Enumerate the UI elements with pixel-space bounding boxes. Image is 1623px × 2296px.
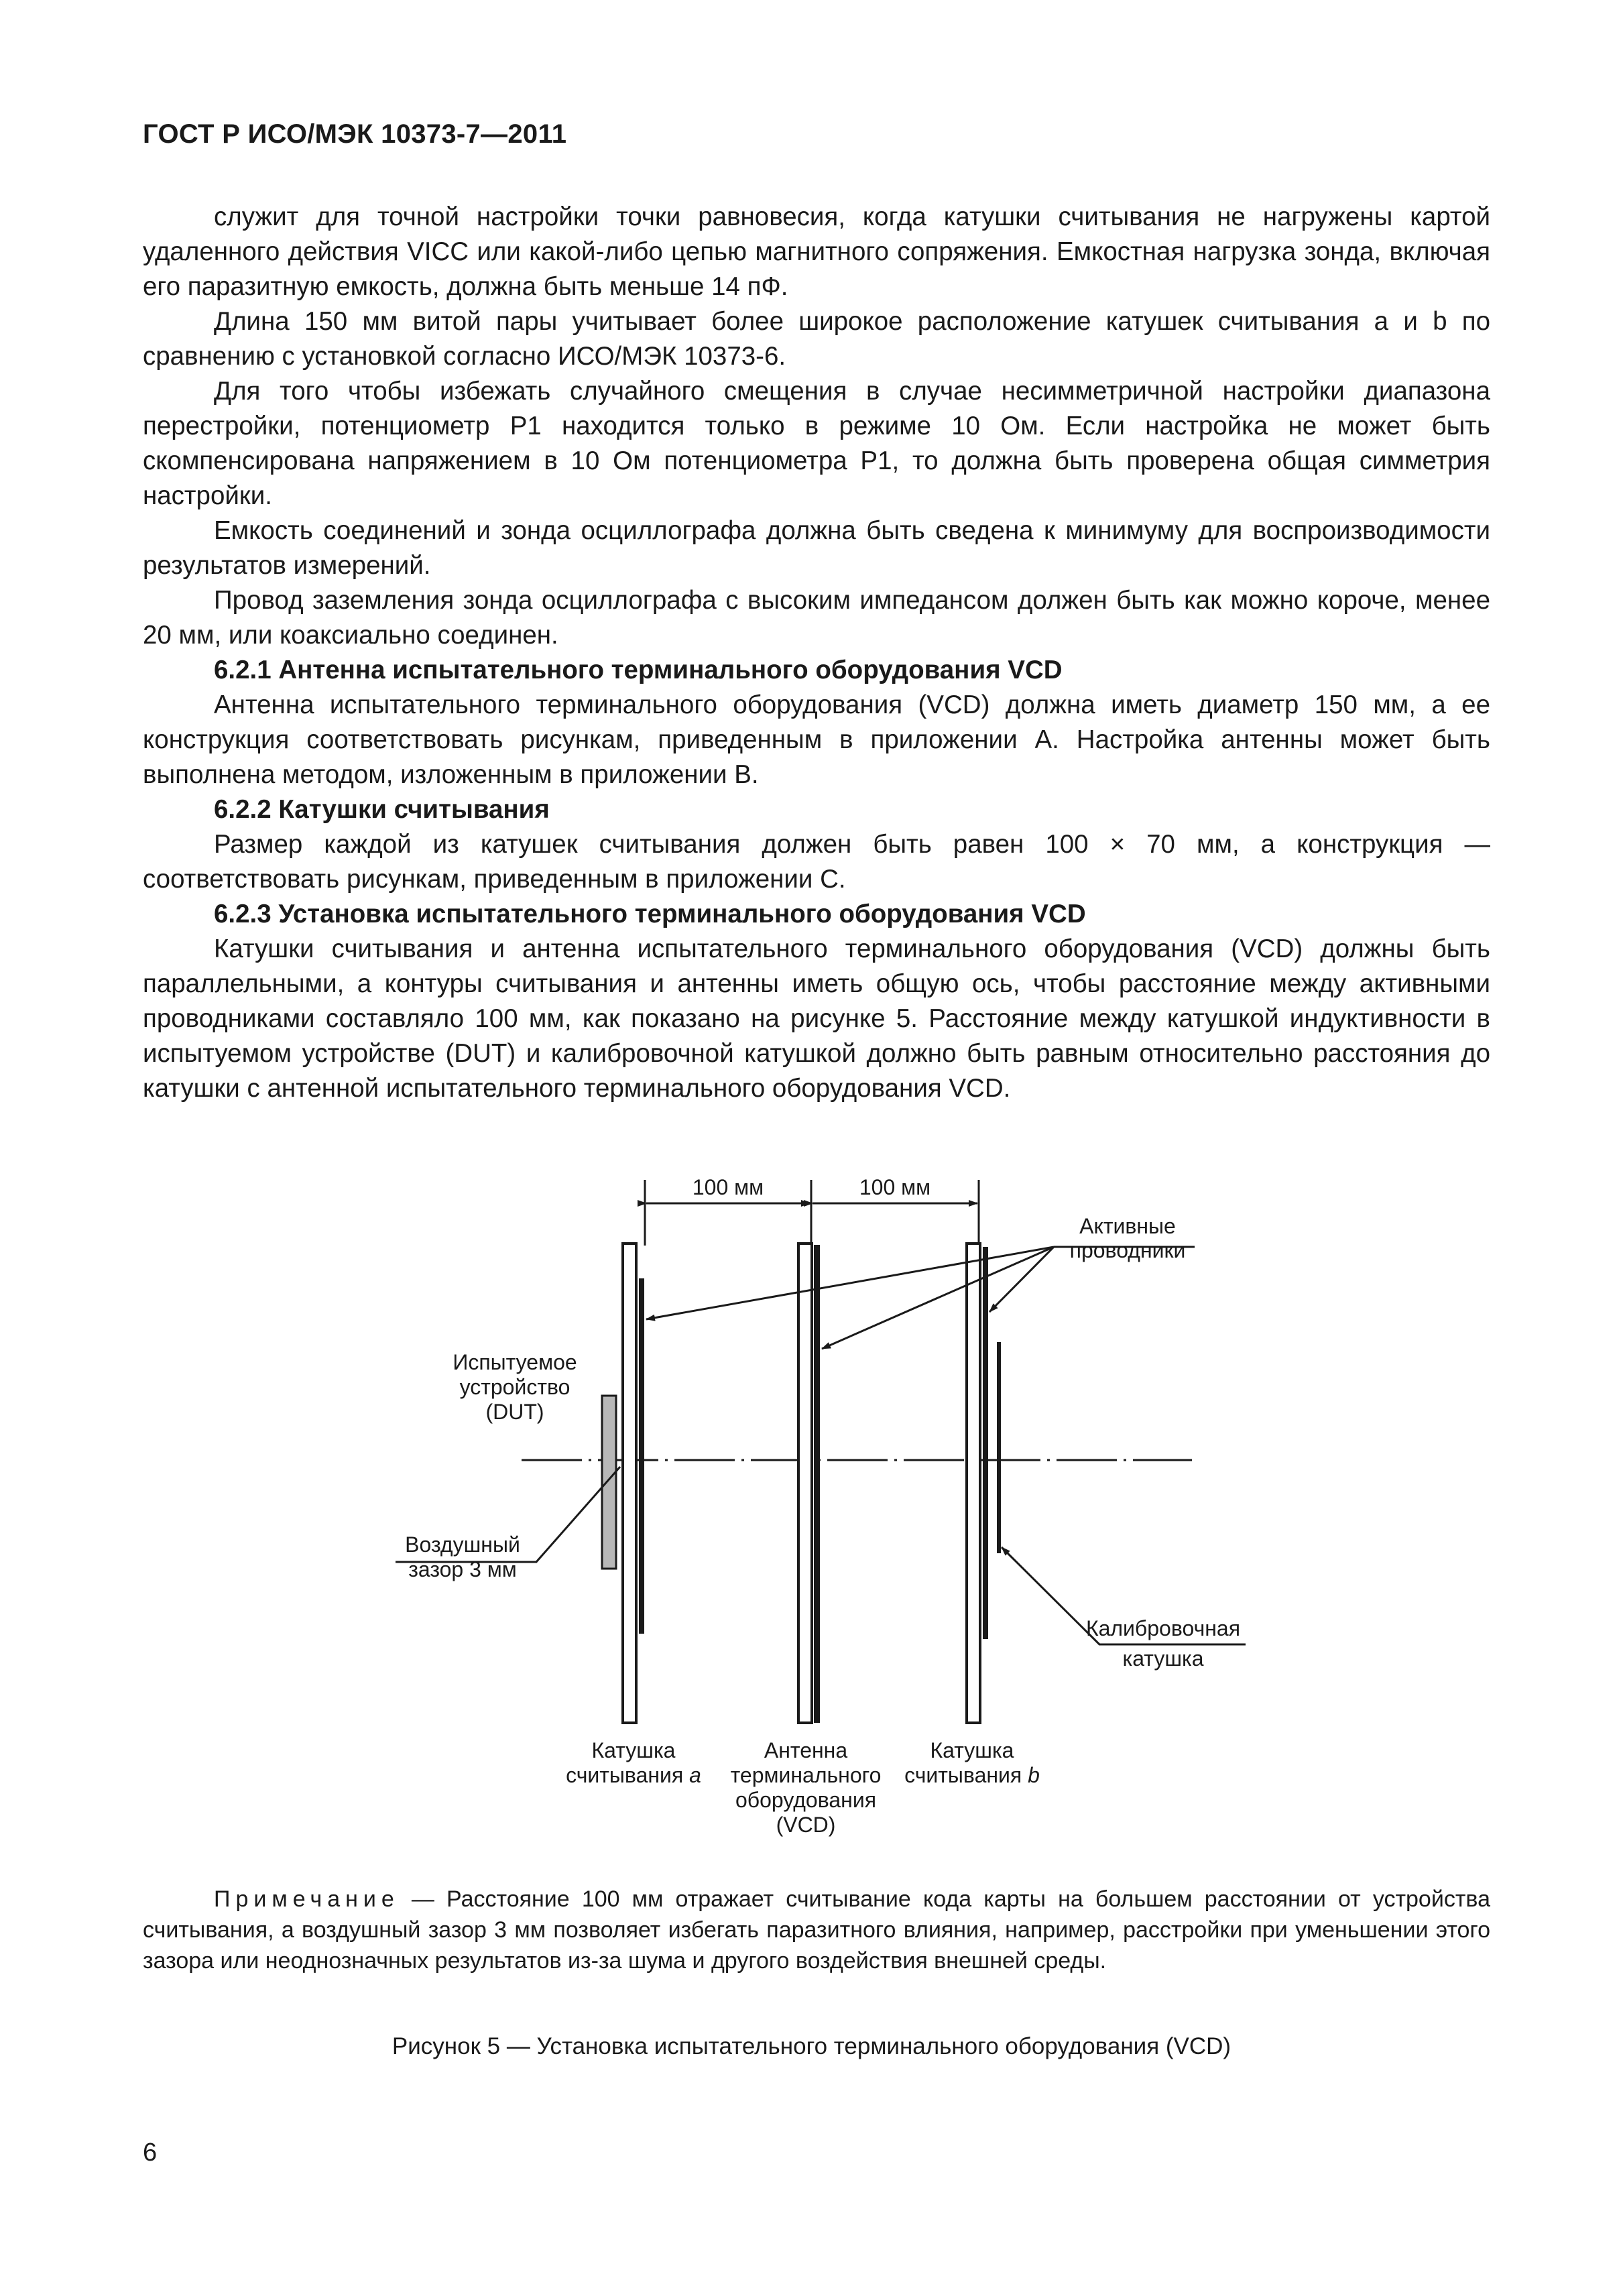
- paragraph: Провод заземления зонда осциллографа с высоким импедансом должен быть как можно короче, менее 20 мм, или коаксиально соединен.: [143, 586, 1490, 650]
- label-antenna-l1: Антенна: [764, 1738, 848, 1762]
- paragraph: Длина 150 мм витой пары учитывает более широкое расположение катушек считывания a и b по сравнению с установкой согласно ИСО/МЭК 10373-6.: [143, 307, 1490, 371]
- coil-a-text: считывания: [566, 1763, 690, 1787]
- paragraph: Антенна испытательного терминального оборудования (VCD) должна иметь диаметр 150 мм, а ее конструкция соответствовать рисункам, приведенным в приложении А. Настройка антенны может быть выполнена методом, изложенным в приложении В.: [143, 690, 1490, 789]
- label-coil-a-l1: Катушка: [591, 1738, 676, 1762]
- figure-caption: Рисунок 5 — Установка испытательного терминального оборудования (VCD): [392, 2033, 1231, 2059]
- label-dut-l3: (DUT): [485, 1400, 544, 1424]
- label-coil-b-l1: Катушка: [930, 1738, 1014, 1762]
- page-number: 6: [143, 2138, 158, 2167]
- label-calibration-coil-l2: катушка: [1122, 1646, 1204, 1671]
- coil-b-letter: b: [1028, 1763, 1040, 1787]
- calibration-coil: [997, 1342, 1001, 1553]
- body-text: [143, 200, 1490, 1106]
- document-header: ГОСТ Р ИСО/МЭК 10373-7—2011: [143, 119, 567, 149]
- coil-b-text: считывания: [904, 1763, 1028, 1787]
- label-calibration-coil-l1: Калибровочная: [1085, 1616, 1241, 1640]
- paragraph: Для того чтобы избежать случайного смещения в случае несимметричной настройки диапазона перестройки, потенциометр P1 находится только в режиме 10 Ом. Если настройка не может быть скомпенсирована напряжением в 10 Ом потенциометра P1, то должна быть проверена общая симметрия настройки.: [143, 377, 1490, 510]
- paragraph: служит для точной настройки точки равновесия, когда катушки считывания не нагружены картой удаленного действия VICC или какой-либо цепью магнитного сопряжения. Емкостная нагрузка зонда, включая его паразитную емкость, должна быть меньше 14 пФ.: [143, 202, 1490, 301]
- section-heading-6-2-1: 6.2.1 Антенна испытательного терминального оборудования VCD: [214, 656, 1063, 684]
- paragraph: Емкость соединений и зонда осциллографа должна быть сведена к минимуму для воспроизводимости результатов измерений.: [143, 516, 1490, 580]
- label-dut-l2: устройство: [459, 1375, 570, 1399]
- antenna-active-conductor: [814, 1245, 820, 1723]
- label-air-gap-l2: зазор 3 мм: [408, 1557, 517, 1581]
- label-antenna-l4: (VCD): [776, 1813, 836, 1837]
- label-antenna-l2: терминального: [730, 1763, 882, 1787]
- label-dut-l1: Испытуемое: [453, 1350, 577, 1374]
- label-antenna-l3: оборудования: [735, 1788, 877, 1812]
- label-active-conductors-l1: Активные: [1079, 1214, 1176, 1238]
- label-air-gap-l1: Воздушный: [405, 1532, 520, 1557]
- coil-b-active-conductor: [983, 1247, 988, 1639]
- figure-5-diagram: [0, 1140, 1623, 1850]
- note-text: — Расстояние 100 мм отражает считывание кода карты на большем расстоянии от устройства считывания, а воздушный зазор 3 мм позволяет избегать паразитного влияния, например, расстройки при уменьшении этого зазора или неоднозначных результатов из-за шума и другого воздействия внешней среды.: [143, 1886, 1490, 1974]
- leader-to-antenna: [822, 1247, 1054, 1349]
- antenna-frame: [798, 1244, 812, 1723]
- coil-a-letter: a: [689, 1763, 701, 1787]
- dimension-label-2: 100 мм: [859, 1175, 931, 1199]
- section-heading-6-2-2: 6.2.2 Катушки считывания: [214, 795, 550, 824]
- label-active-conductors-l2: проводники: [1069, 1238, 1186, 1262]
- note-label: Примечание: [214, 1886, 400, 1912]
- coil-b-frame: [967, 1244, 980, 1723]
- label-coil-b-l2: [904, 1763, 1040, 1787]
- coil-a-active-conductor: [639, 1278, 644, 1634]
- coil-a-frame: [623, 1244, 636, 1723]
- section-heading-6-2-3: 6.2.3 Установка испытательного терминального оборудования VCD: [214, 900, 1086, 928]
- dut-device: [602, 1396, 616, 1569]
- paragraph: Катушки считывания и антенна испытательного терминального оборудования (VCD) должны быть параллельными, а контуры считывания и антенны иметь общую ось, чтобы расстояние между активными проводниками составляло 100 мм, как показано на рисунке 5. Расстояние между катушкой индуктивности в испытуемом устройстве (DUT) и калибровочной катушкой должно быть равным относительно расстояния до катушки с антенной испытательного терминального оборудования VCD.: [143, 934, 1490, 1103]
- paragraph: Размер каждой из катушек считывания должен быть равен 100 × 70 мм, а конструкция — соответствовать рисункам, приведенным в приложении С.: [143, 830, 1490, 894]
- figure-note: [143, 1884, 1490, 1976]
- dimension-label-1: 100 мм: [692, 1175, 764, 1199]
- label-coil-a-l2: [566, 1763, 701, 1787]
